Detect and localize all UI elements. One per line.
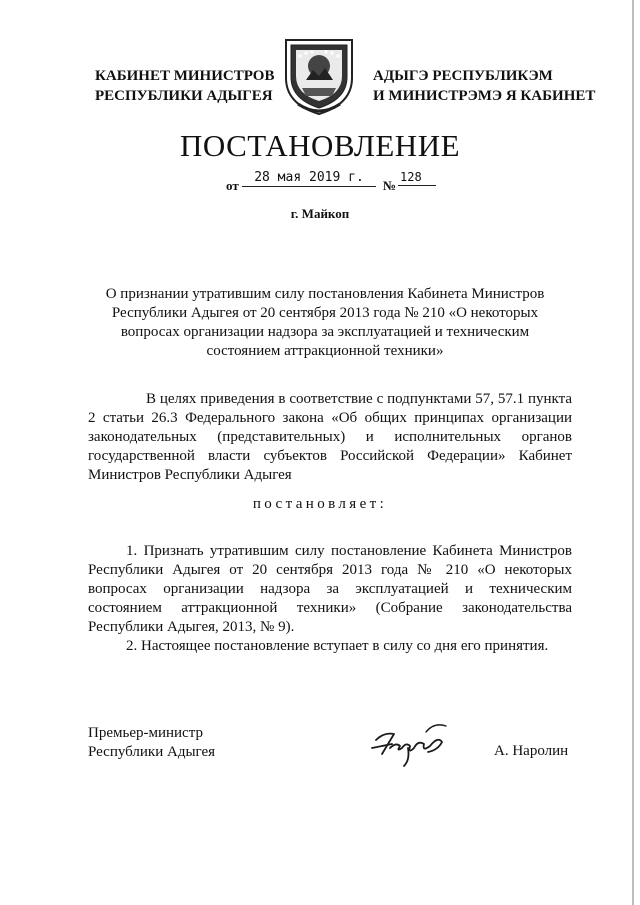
document-subject: О признании утратившим силу постановления Кабинета Министров Республики Адыгея от 20 сентября 2013 года № 210 «О некоторых вопросах организации надзора за эксплуатацией и техническим состоянием аттракционной техники» — [105, 286, 545, 359]
signatory-position-line1: Премьер-министр — [88, 725, 203, 741]
item-2: 2. Настоящее постановление вступает в силу со дня его принятия. — [126, 638, 549, 654]
decree-word: постановляет: — [252, 496, 388, 512]
header-right — [373, 66, 595, 106]
header-left-line1: КАБИНЕТ МИНИСТРОВ — [95, 68, 275, 84]
header-right-line2: И МИНИСТРЭМЭ Я КАБИНЕТ — [373, 88, 596, 104]
signatory-position — [88, 724, 215, 762]
document-title: ПОСТАНОВЛЕНИЕ — [179, 128, 461, 163]
city: г. Майкоп — [290, 206, 350, 221]
header-left-line2: РЕСПУБЛИКИ АДЫГЕЯ — [95, 88, 273, 104]
signatory-name: А. Наролин — [494, 743, 569, 759]
preamble-paragraph: В целях приведения в соответствие с подпунктами 57, 57.1 пункта 2 статьи 26.3 Федерального закона «Об общих принципах организации законодательных (представительных) и исполнительных органов государственной власти субъектов Российской Федерации» Кабинет Министров Республики Адыгея — [88, 391, 572, 483]
signatory-position-line2: Республики Адыгея — [88, 744, 216, 760]
header-left — [95, 66, 274, 106]
date-from-label: от — [226, 178, 239, 193]
coat-of-arms-icon — [280, 36, 358, 116]
handwritten-signature-icon — [368, 718, 452, 770]
item-1: 1. Признать утратившим силу постановление Кабинета Министров Республики Адыгея от 20 сентября 2013 года № 210 «О некоторых вопросах организации надзора за эксплуатацией и техническим состоянием аттракционной техники» (Собрание законодательства Республики Адыгея, 2013, № 9). — [88, 543, 572, 635]
dateline — [0, 170, 640, 194]
document-date: 28 мая 2019 г. — [242, 170, 376, 187]
document-number: 128 — [398, 170, 436, 186]
header-right-line1: АДЫГЭ РЕСПУБЛИКЭМ — [373, 68, 553, 84]
number-label: № — [383, 178, 397, 193]
